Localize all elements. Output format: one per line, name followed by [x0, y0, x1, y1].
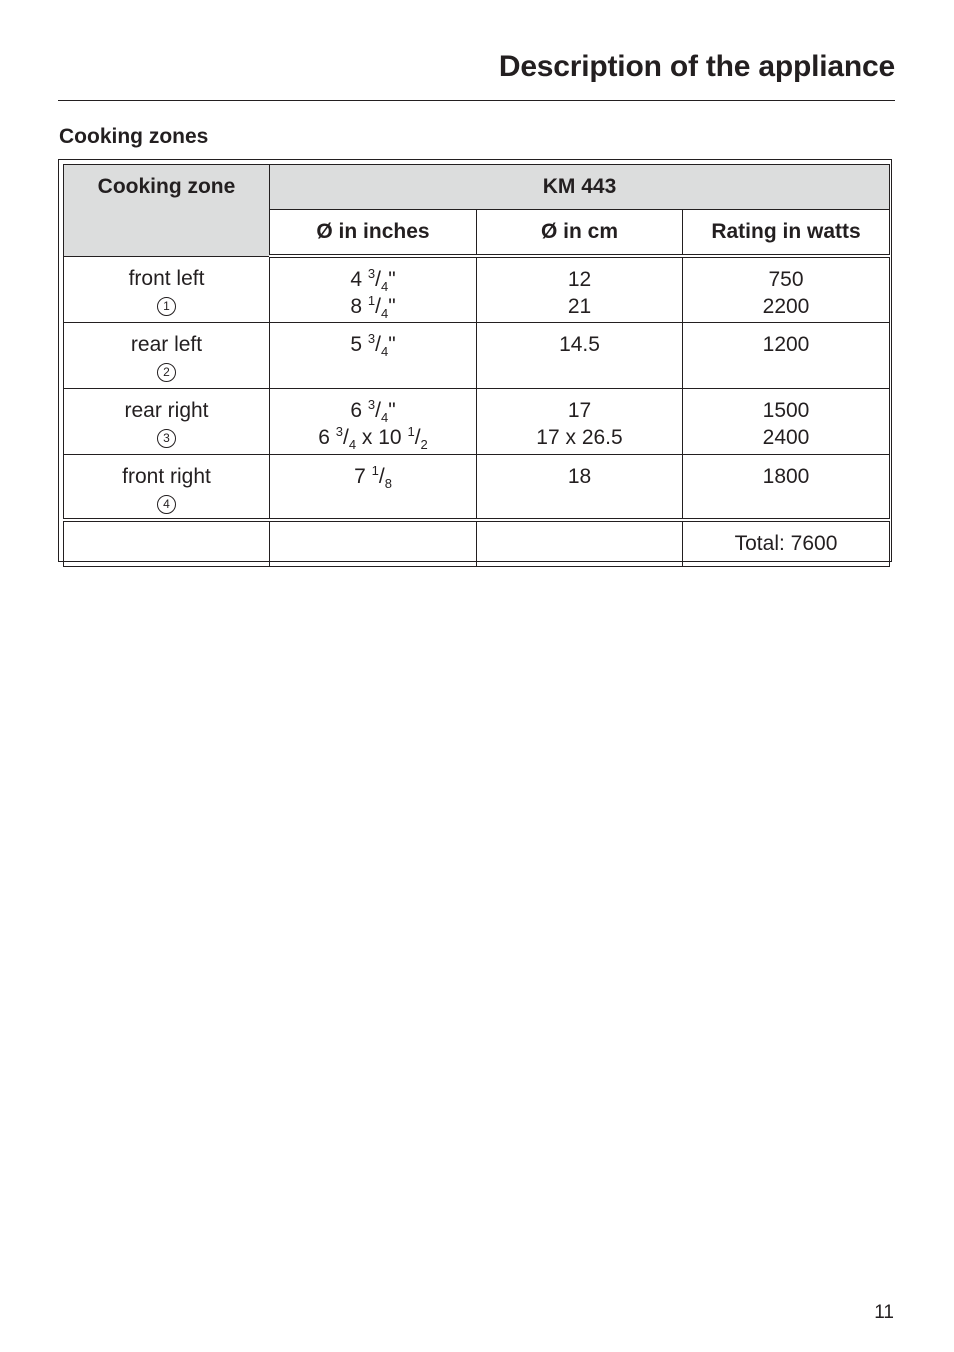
inch-value: 7 $^1/_8$: [354, 462, 392, 491]
cm-cell: [477, 322, 683, 388]
fraction-numerator: 3: [367, 396, 376, 412]
inches-cell: [270, 256, 477, 322]
watts-cell: [683, 388, 890, 454]
inches-cell: [270, 388, 477, 454]
cm-value: 18: [567, 464, 592, 488]
cooking-zones-table: [63, 164, 890, 567]
fraction-denominator: 4: [380, 279, 389, 294]
inch-value: 6 $^3/_4$ x 10 $^1/_2$: [318, 423, 428, 452]
zone-number-badge: 3: [157, 429, 176, 448]
inch-whole: 5: [350, 332, 363, 356]
page-number: 11: [874, 1302, 894, 1323]
watts-value: 1500: [762, 398, 810, 422]
inches-cell: [270, 454, 477, 520]
zone-name: rear right: [124, 398, 209, 422]
watts-value: 1200: [762, 332, 810, 356]
cm-cell: [477, 454, 683, 520]
inch-suffix: ": [388, 332, 396, 356]
cm-value: 21: [567, 295, 592, 318]
fraction-numerator: 3: [335, 423, 343, 439]
table-row: [64, 388, 890, 454]
zone-cell: [64, 322, 270, 388]
total-cell-empty: [477, 520, 683, 567]
inches-cell: [270, 322, 477, 388]
inch-suffix: ": [388, 398, 396, 422]
watts-cell: [683, 322, 890, 388]
zone-number-badge: 2: [157, 363, 176, 382]
column-header-cm: Ø in cm: [477, 210, 683, 257]
cm-cell: [477, 256, 683, 322]
zone-cell: [64, 454, 270, 520]
cm-value: 17 x 26.5: [536, 425, 623, 449]
fraction-numerator: 3: [367, 330, 376, 346]
table-row: [64, 454, 890, 520]
fraction-denominator: 2: [420, 436, 428, 452]
fraction-numerator: 1: [371, 462, 379, 478]
watts-cell: [683, 454, 890, 520]
inch-value: 4 $^3/_4$": [350, 266, 396, 294]
total-cell-empty: [270, 520, 477, 567]
zone-number-badge: 4: [157, 495, 176, 514]
inch-suffix: x 10: [356, 425, 408, 449]
column-header-model: KM 443: [270, 165, 890, 210]
inch-value: 8 $^1/_4$": [350, 293, 396, 321]
fraction-denominator: 4: [380, 306, 389, 321]
inch-whole: 8: [350, 295, 363, 318]
inch-suffix: ": [388, 295, 396, 318]
table-total-row: [64, 520, 890, 567]
column-header-inches: Ø in inches: [270, 210, 477, 257]
title-divider: [58, 100, 895, 101]
zone-name: rear left: [130, 332, 203, 356]
zone-name: front right: [122, 464, 211, 488]
page-title: Description of the appliance: [498, 50, 895, 83]
inch-suffix: ": [388, 268, 396, 291]
inch-value: 5 $^3/_4$": [350, 330, 396, 359]
fraction-denominator: 4: [380, 343, 389, 359]
section-heading: Cooking zones: [59, 125, 209, 148]
inch-whole: 7: [354, 464, 366, 488]
fraction-numerator: 1: [407, 423, 415, 439]
cm-value: 12: [567, 268, 592, 291]
column-header-cooking-zone: Cooking zone: [64, 165, 270, 257]
fraction-denominator: 8: [384, 475, 392, 491]
watts-value: 2200: [762, 295, 810, 318]
watts-value: 2400: [762, 425, 810, 449]
watts-value: 1800: [762, 464, 810, 488]
zone-cell: [64, 256, 270, 322]
watts-value: 750: [768, 268, 804, 291]
zone-badge-wrap: [64, 292, 269, 319]
column-header-watts: Rating in watts: [683, 210, 890, 257]
fraction-denominator: 4: [348, 436, 357, 452]
watts-cell: [683, 256, 890, 322]
cm-value: 17: [567, 398, 592, 422]
zone-name: front left: [128, 266, 205, 290]
cm-value: 14.5: [559, 332, 600, 356]
inch-whole: 4: [350, 268, 363, 291]
inch-whole: 6: [350, 398, 363, 422]
cm-cell: [477, 388, 683, 454]
zone-cell: [64, 388, 270, 454]
table-header-row: [64, 165, 890, 210]
fraction-denominator: 4: [380, 409, 389, 425]
fraction-numerator: 1: [367, 293, 376, 308]
total-cell-empty: [64, 520, 270, 567]
total-watts: Total: 7600: [683, 520, 890, 567]
fraction-numerator: 3: [367, 266, 376, 281]
table-row: [64, 322, 890, 388]
inch-value: 6 $^3/_4$": [350, 396, 396, 425]
table-row: [64, 256, 890, 322]
zone-number-badge: 1: [157, 297, 176, 316]
inch-whole: 6: [318, 425, 330, 449]
zone-badge-wrap: [64, 358, 269, 385]
zone-badge-wrap: [64, 490, 269, 517]
zone-badge-wrap: [64, 424, 269, 451]
